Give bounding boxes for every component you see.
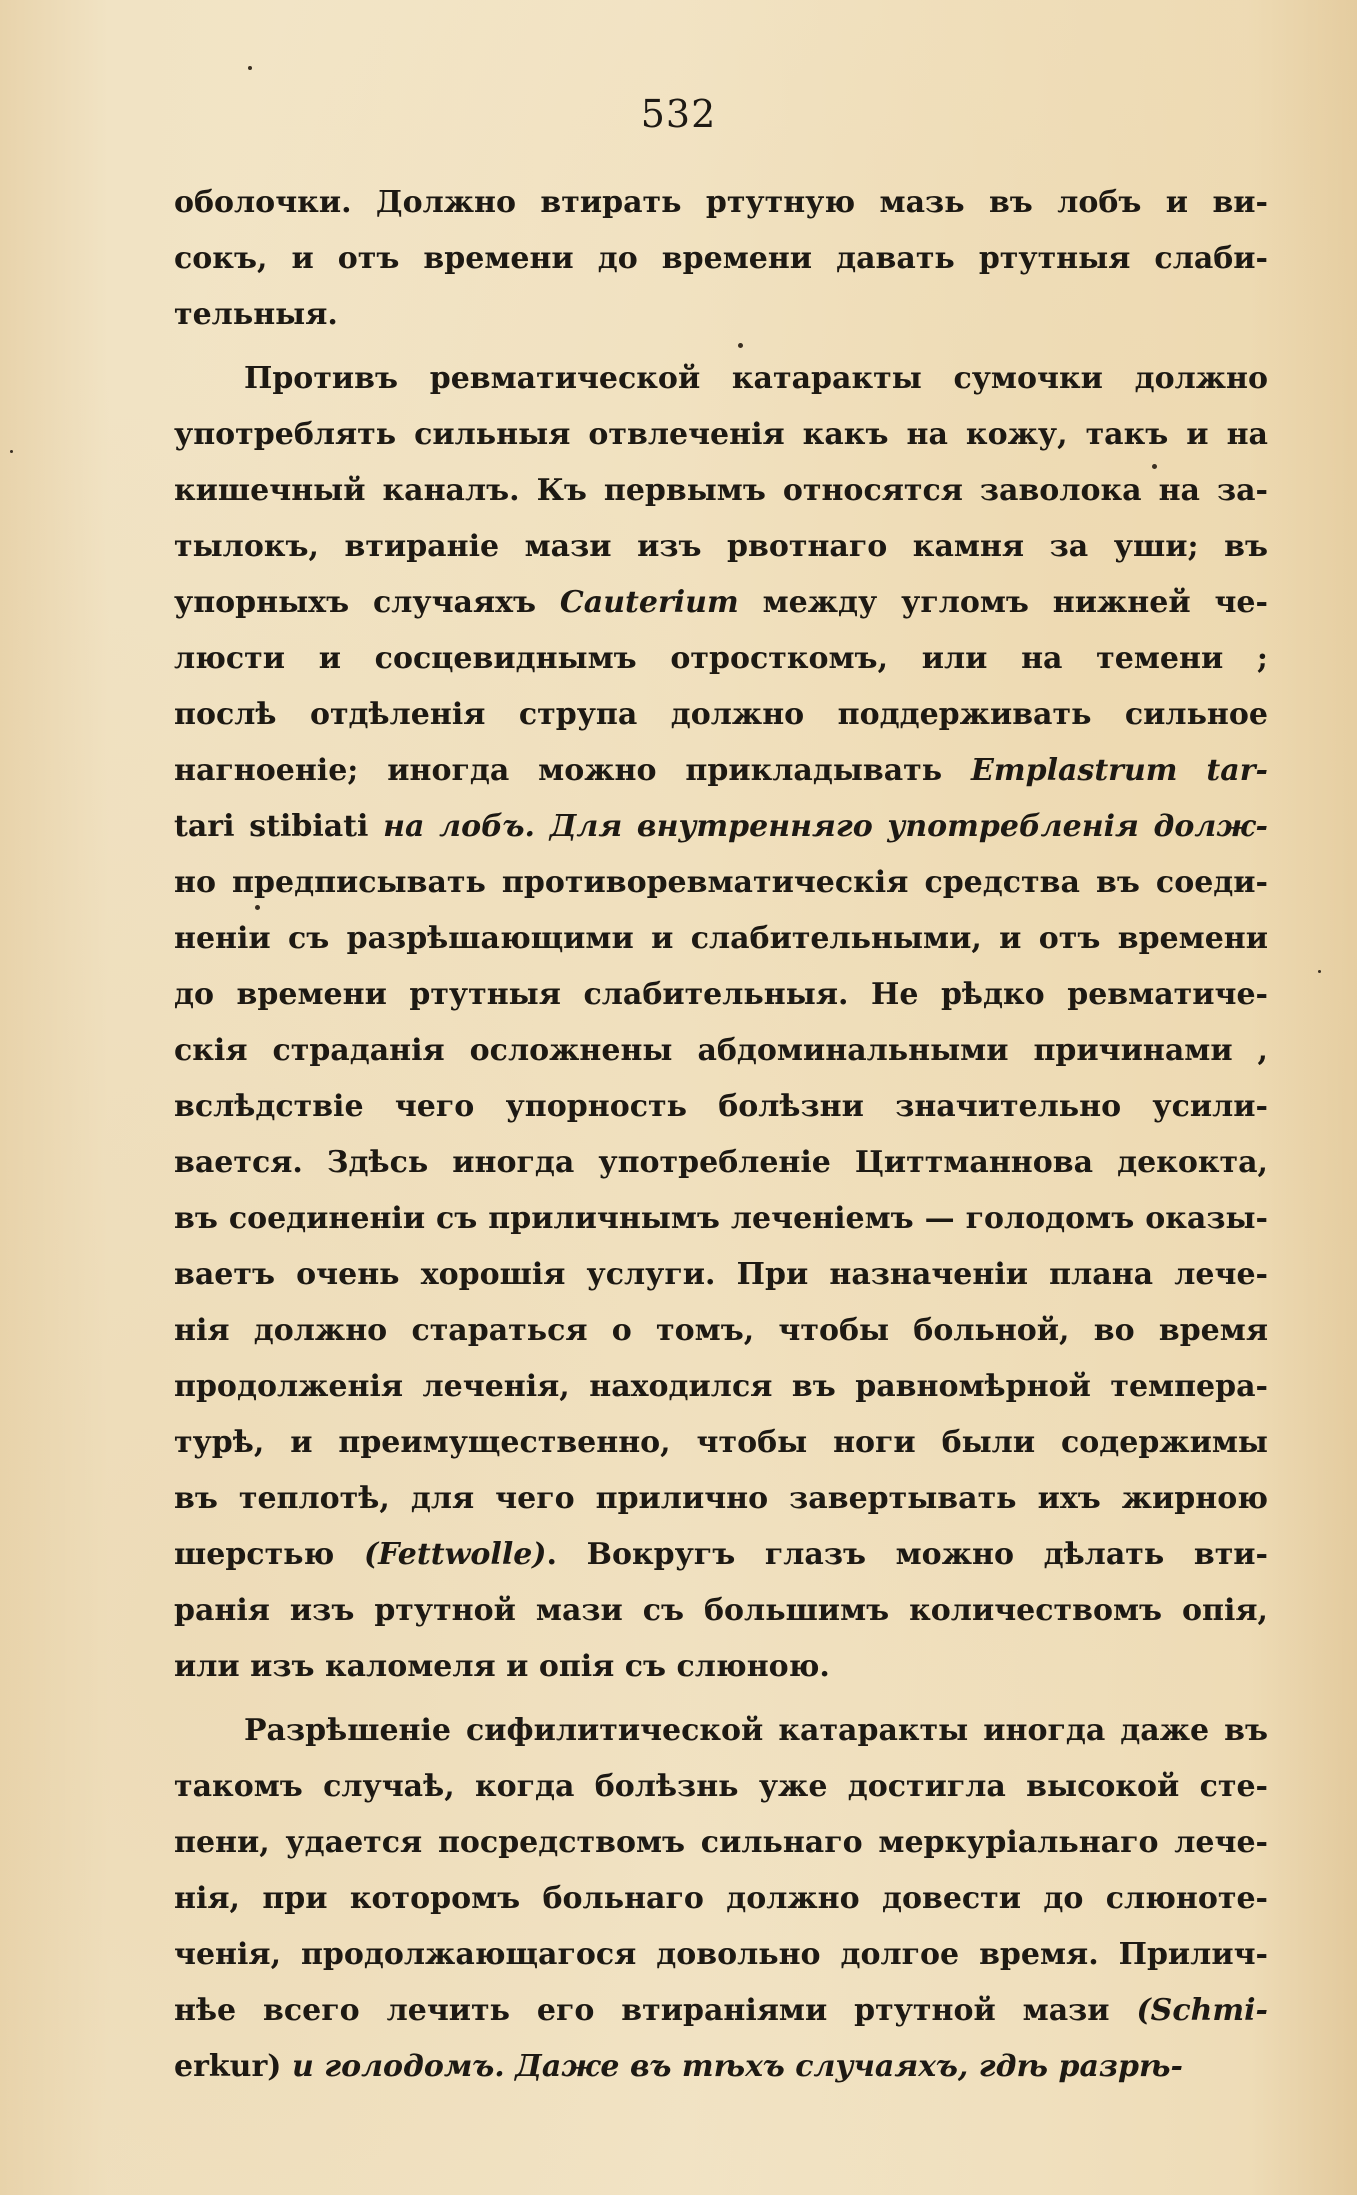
text-run: такомъ случаѣ, когда болѣзнь уже достигла высокой сте- — [174, 1769, 1268, 1804]
text-run: тельныя. — [174, 297, 338, 332]
text-line — [174, 855, 1268, 911]
text-run: турѣ, и преимущественно, чтобы ноги были содержимы — [174, 1425, 1268, 1460]
latin-term: на лобъ. Для внутренняго употребленія долж- — [368, 809, 1268, 844]
text-run: употреблять сильныя отвлеченія какъ на кожу, такъ и на — [174, 417, 1268, 452]
ink-speck — [248, 66, 252, 70]
text-run: тылокъ, втираніе мази изъ рвотнаго камня за уши; въ — [174, 529, 1268, 564]
text-run: люсти и сосцевиднымъ отросткомъ, или на темени ; — [174, 641, 1268, 676]
text-run: . Вокругъ глазъ можно дѣлать вти- — [546, 1537, 1268, 1572]
latin-term: Emplastrum tar- — [971, 753, 1268, 788]
text-line — [174, 1527, 1268, 1583]
text-line — [174, 1815, 1268, 1871]
text-run: вается. Здѣсь иногда употребленіе Циттманнова декокта, — [174, 1145, 1268, 1180]
text-run: или изъ каломеля и опія съ слюною. — [174, 1649, 830, 1684]
text-run: erkur) — [174, 2049, 282, 2084]
text-line — [174, 463, 1268, 519]
latin-term: Cauterium — [559, 585, 739, 620]
latin-term: (Schmi- — [1136, 1993, 1268, 2028]
text-run: Разрѣшеніе сифилитической катаракты иногда даже въ — [244, 1713, 1268, 1748]
text-line — [174, 687, 1268, 743]
text-run: скія страданія осложнены абдоминальными причинами , — [174, 1033, 1268, 1068]
text-line — [174, 1639, 1268, 1695]
text-line — [174, 1871, 1268, 1927]
text-run: пени, удается посредствомъ сильнаго меркуріальнаго лече- — [174, 1825, 1268, 1860]
text-line — [174, 1759, 1268, 1815]
text-run: нія, при которомъ больнаго должно довести до слюноте- — [174, 1881, 1268, 1916]
text-run: ченія, продолжающагося довольно долгое время. Прилич- — [174, 1937, 1268, 1972]
text-run: кишечный каналъ. Къ первымъ относятся заволока на за- — [174, 473, 1268, 508]
text-line — [244, 1703, 1268, 1759]
text-line — [174, 631, 1268, 687]
text-line — [174, 519, 1268, 575]
text-run: tari stibiati — [174, 809, 369, 844]
text-line — [174, 1927, 1268, 1983]
text-run: ранія изъ ртутной мази съ большимъ количествомъ опія, — [174, 1593, 1268, 1628]
text-line — [174, 1471, 1268, 1527]
text-run: шерстью — [174, 1537, 364, 1572]
text-run: ваетъ очень хорошія услуги. При назначеніи плана лече- — [174, 1257, 1268, 1292]
text-line — [174, 575, 1268, 631]
text-line — [244, 351, 1268, 407]
ink-speck — [255, 905, 260, 910]
text-run: въ соединеніи съ приличнымъ леченіемъ — голодомъ оказы- — [174, 1201, 1268, 1236]
text-line — [174, 1135, 1268, 1191]
latin-term: и голодомъ. Даже въ тѣхъ случаяхъ, гдѣ разрѣ- — [281, 2049, 1183, 2084]
text-run: неніи съ разрѣшающими и слабительными, и отъ времени — [174, 921, 1268, 956]
text-line — [174, 231, 1268, 287]
text-line — [174, 1247, 1268, 1303]
text-line — [174, 287, 1268, 343]
text-run: оболочки. Должно втирать ртутную мазь въ лобъ и ви- — [174, 185, 1268, 220]
text-run: но предписывать противоревматическія средства въ соеди- — [174, 865, 1268, 900]
text-line — [174, 967, 1268, 1023]
text-run: продолженія леченія, находился въ равномѣрной темпера- — [174, 1369, 1268, 1404]
text-run: послѣ отдѣленія струпа должно поддерживать сильное — [174, 697, 1268, 732]
text-line — [174, 1415, 1268, 1471]
ink-speck — [1318, 970, 1321, 973]
text-line — [174, 743, 1268, 799]
text-run: вслѣдствіе чего упорность болѣзни значительно усили- — [174, 1089, 1268, 1124]
text-run: нѣе всего лечить его втираніями ртутной мази — [174, 1993, 1137, 2028]
text-line — [174, 1191, 1268, 1247]
text-run: до времени ртутныя слабительныя. Не рѣдко ревматиче- — [174, 977, 1268, 1012]
text-run: Противъ ревматической катаракты сумочки должно — [244, 361, 1268, 396]
text-run: въ теплотѣ, для чего прилично завертывать ихъ жирною — [174, 1481, 1268, 1516]
text-line — [174, 1983, 1268, 2039]
text-line — [174, 407, 1268, 463]
text-line — [174, 175, 1268, 231]
text-run: упорныхъ случаяхъ — [174, 585, 560, 620]
text-run: между угломъ нижней че- — [738, 585, 1268, 620]
text-line — [174, 2039, 1268, 2095]
text-line — [174, 1023, 1268, 1079]
text-run: нія должно стараться о томъ, чтобы больной, во время — [174, 1313, 1268, 1348]
text-line — [174, 911, 1268, 967]
latin-term: (Fettwolle) — [363, 1537, 547, 1572]
text-line — [174, 1583, 1268, 1639]
text-line — [174, 1303, 1268, 1359]
text-run: нагноеніе; иногда можно прикладывать — [174, 753, 972, 788]
ink-speck — [738, 343, 743, 348]
text-run: сокъ, и отъ времени до времени давать ртутныя слаби- — [174, 241, 1268, 276]
page-number: 532 — [640, 92, 717, 136]
text-line — [174, 1079, 1268, 1135]
ink-speck — [1152, 464, 1157, 469]
text-line — [174, 799, 1268, 855]
text-line — [174, 1359, 1268, 1415]
ink-speck — [10, 450, 13, 453]
